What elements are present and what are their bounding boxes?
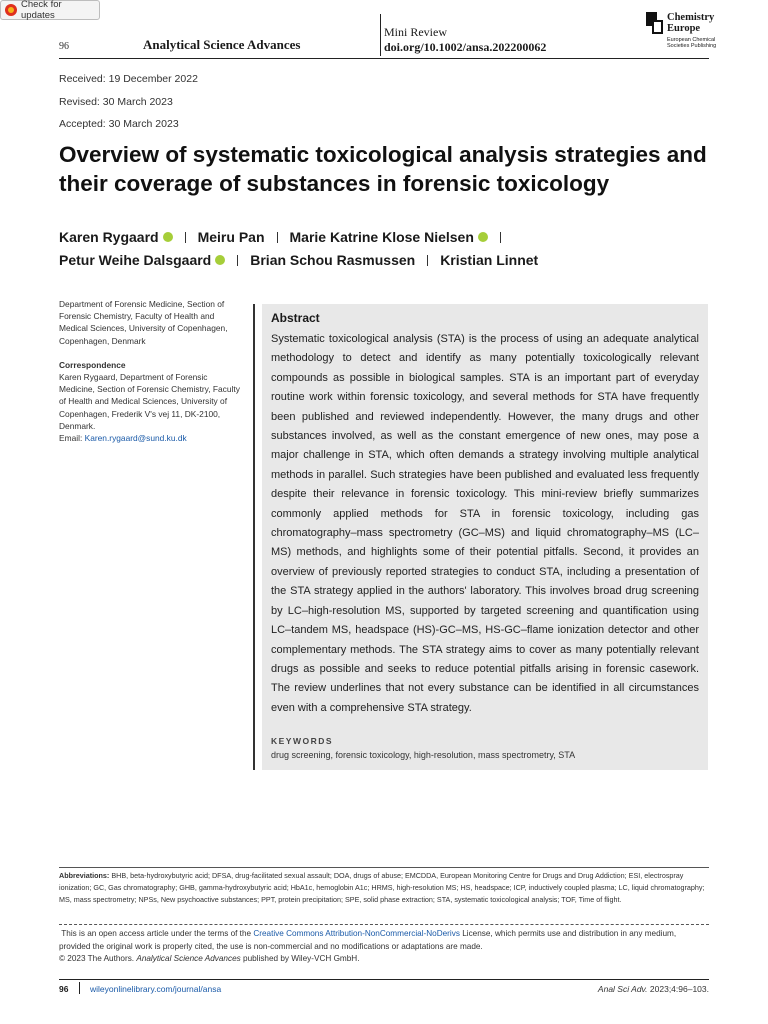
cc-license-link[interactable]: Creative Commons Attribution-NonCommercial-NoDerivs xyxy=(253,929,460,938)
chemistry-europe-logo-icon xyxy=(646,12,663,34)
header-rule xyxy=(59,58,709,59)
footer-rule xyxy=(59,979,709,980)
author-name[interactable]: Brian Schou Rasmussen xyxy=(250,252,416,268)
author-separator xyxy=(185,232,186,243)
footer-page-number: 96 xyxy=(59,984,69,994)
copyright-prefix: © 2023 The Authors. xyxy=(59,954,135,964)
header-page-number: 96 xyxy=(59,41,69,52)
footer-divider xyxy=(79,982,80,994)
orcid-icon[interactable] xyxy=(215,255,225,265)
publisher-sub-line1: European Chemical xyxy=(667,37,716,43)
license-prefix: This is an open access article under the terms of the xyxy=(61,929,252,938)
abstract-box xyxy=(262,304,708,770)
affiliation-column xyxy=(59,298,245,444)
received-date: Received: 19 December 2022 xyxy=(59,73,198,85)
footer-citation xyxy=(560,984,709,994)
accepted-date: Accepted: 30 March 2023 xyxy=(59,118,179,130)
orcid-icon[interactable] xyxy=(163,232,173,242)
abstract-heading: Abstract xyxy=(271,311,320,325)
journal-url-link[interactable]: wileyonlinelibrary.com/journal/ansa xyxy=(90,984,222,994)
abbreviations-text: BHB, beta-hydroxybutyric acid; DFSA, drug-facilitated sexual assault; DOA, drugs of abuse; EMCDDA, European Monitoring Centre for Drugs and Drug Addiction; ESI, electrospray ionization; GC, Gas chromatography; GHB, gamma-hydroxybutyric acid; HbA1c, hemoglobin A1c; HRMS, high-resolution MS; HS, headspace; ICP, inductively coupled plasma; LC, liquid chromatography; MS, mass spectrometry; NPSs, New psychoactive substances; PPT, protein precipitation; SPE, solid phase extraction; STA, systematic toxicological analysis; TOF, Time of flight. xyxy=(59,871,705,904)
author-name[interactable]: Kristian Linnet xyxy=(440,252,539,268)
author-list xyxy=(59,226,719,272)
check-updates-icon xyxy=(5,4,17,16)
publisher-sub-line2: Societies Publishing xyxy=(667,43,717,49)
copyright-journal: Analytical Science Advances xyxy=(136,954,241,964)
abstract-left-rule xyxy=(253,304,255,770)
check-for-updates-button[interactable] xyxy=(0,0,100,20)
license-suffix: License, which permits use and distribution in any medium, provided the original work is properly cited, the use is non-commercial and no modifications or adaptations are made. xyxy=(59,929,677,951)
keywords-list: drug screening, forensic toxicology, high-resolution, mass spectrometry, STA xyxy=(271,750,576,760)
keywords-heading: KEYWORDS xyxy=(271,736,334,746)
publisher-logo xyxy=(646,12,716,49)
header-journal-name: Analytical Science Advances xyxy=(143,37,301,52)
article-title: Overview of systematic toxicological analysis strategies and their coverage of substances in forensic toxicology xyxy=(59,142,707,196)
author-name[interactable]: Marie Katrine Klose Nielsen xyxy=(290,229,488,245)
citation-details: 2023;4:96–103. xyxy=(649,984,709,994)
correspondence-heading: Correspondence xyxy=(59,359,126,370)
orcid-icon[interactable] xyxy=(478,232,488,242)
author-separator xyxy=(237,255,238,266)
article-type: Mini Review xyxy=(384,25,447,39)
license-notice xyxy=(59,928,709,966)
author-separator xyxy=(427,255,428,266)
abbreviations-label: Abbreviations: xyxy=(59,871,110,880)
abbreviations xyxy=(59,870,709,905)
correspondence-email-line xyxy=(59,432,245,444)
author-separator xyxy=(277,232,278,243)
affiliation: Department of Forensic Medicine, Section of Forensic Chemistry, Faculty of Health and Medical Sciences, University of Copenhagen, Copenhagen, Denmark xyxy=(59,299,228,346)
correspondence-address: Karen Rygaard, Department of Forensic Medicine, Section of Forensic Chemistry, Faculty of Health and Medical Sciences, University of Copenhagen, Frederik V's vej 11, DK-2100, Denmark. xyxy=(59,372,240,431)
license-dashed-rule xyxy=(59,924,709,925)
email-label: Email: xyxy=(59,433,83,444)
copyright-suffix: published by Wiley-VCH GmbH. xyxy=(243,954,360,964)
author-name[interactable]: Meiru Pan xyxy=(197,229,265,245)
publisher-name-line1: Chemistry xyxy=(667,12,715,23)
abbreviations-rule xyxy=(59,867,709,868)
author-name[interactable]: Petur Weihe Dalsgaard xyxy=(59,252,225,268)
author-separator xyxy=(500,232,501,243)
article-dates xyxy=(59,72,198,140)
publisher-name-line2: Europe xyxy=(667,23,701,34)
revised-date: Revised: 30 March 2023 xyxy=(59,95,173,108)
email-link[interactable]: Karen.rygaard@sund.ku.dk xyxy=(84,433,187,444)
doi-link[interactable]: doi.org/10.1002/ansa.202200062 xyxy=(384,40,547,54)
check-updates-label: Check for updates xyxy=(21,0,62,21)
header-divider xyxy=(380,14,381,56)
citation-journal: Anal Sci Adv. xyxy=(597,984,648,994)
author-name[interactable]: Karen Rygaard xyxy=(59,229,173,245)
abstract-text: Systematic toxicological analysis (STA) is the process of using an adequate analytical methodology to detect and identify as many potentially toxicologically relevant compounds as possible in biological samples. STA is an important part of everyday routine work within forensic toxicology, and several methods for STA have frequently been published and reviewed independently. However, the many drugs and other substances involved, as well as the constant emergence of new ones, may pose a major challenge in STA, which often demands a strategy involving multiple analytical methods in parallel. Such strategies have been published and evaluated less frequently despite their relevance in forensic toxicology. This mini-review briefly summarizes commonly applied methods for STA in forensic toxicology, including gas chromatography–mass spectrometry (GC–MS) and liquid chromatography–MS (LC–MS) methods, and highlights some of their potential pitfalls. Second, it provides an overview of previously reported strategies to conduct STA, including a presentation of the STA strategy applied in the authors' laboratory. This involves broad drug screening by LC–high-resolution MS, supported by targeted screening and quantification using LC–tandem MS, headspace (HS)-GC–MS, HS-GC–flame ionization detector and other complementary methods. The STA strategy aims to cover as many potentially relevant drugs as possible and seeks to reduce potential pitfalls arising in forensic casework. The review underlines that not every substance can be identified in all circumstances even with a comprehensive STA strategy. xyxy=(271,333,699,714)
